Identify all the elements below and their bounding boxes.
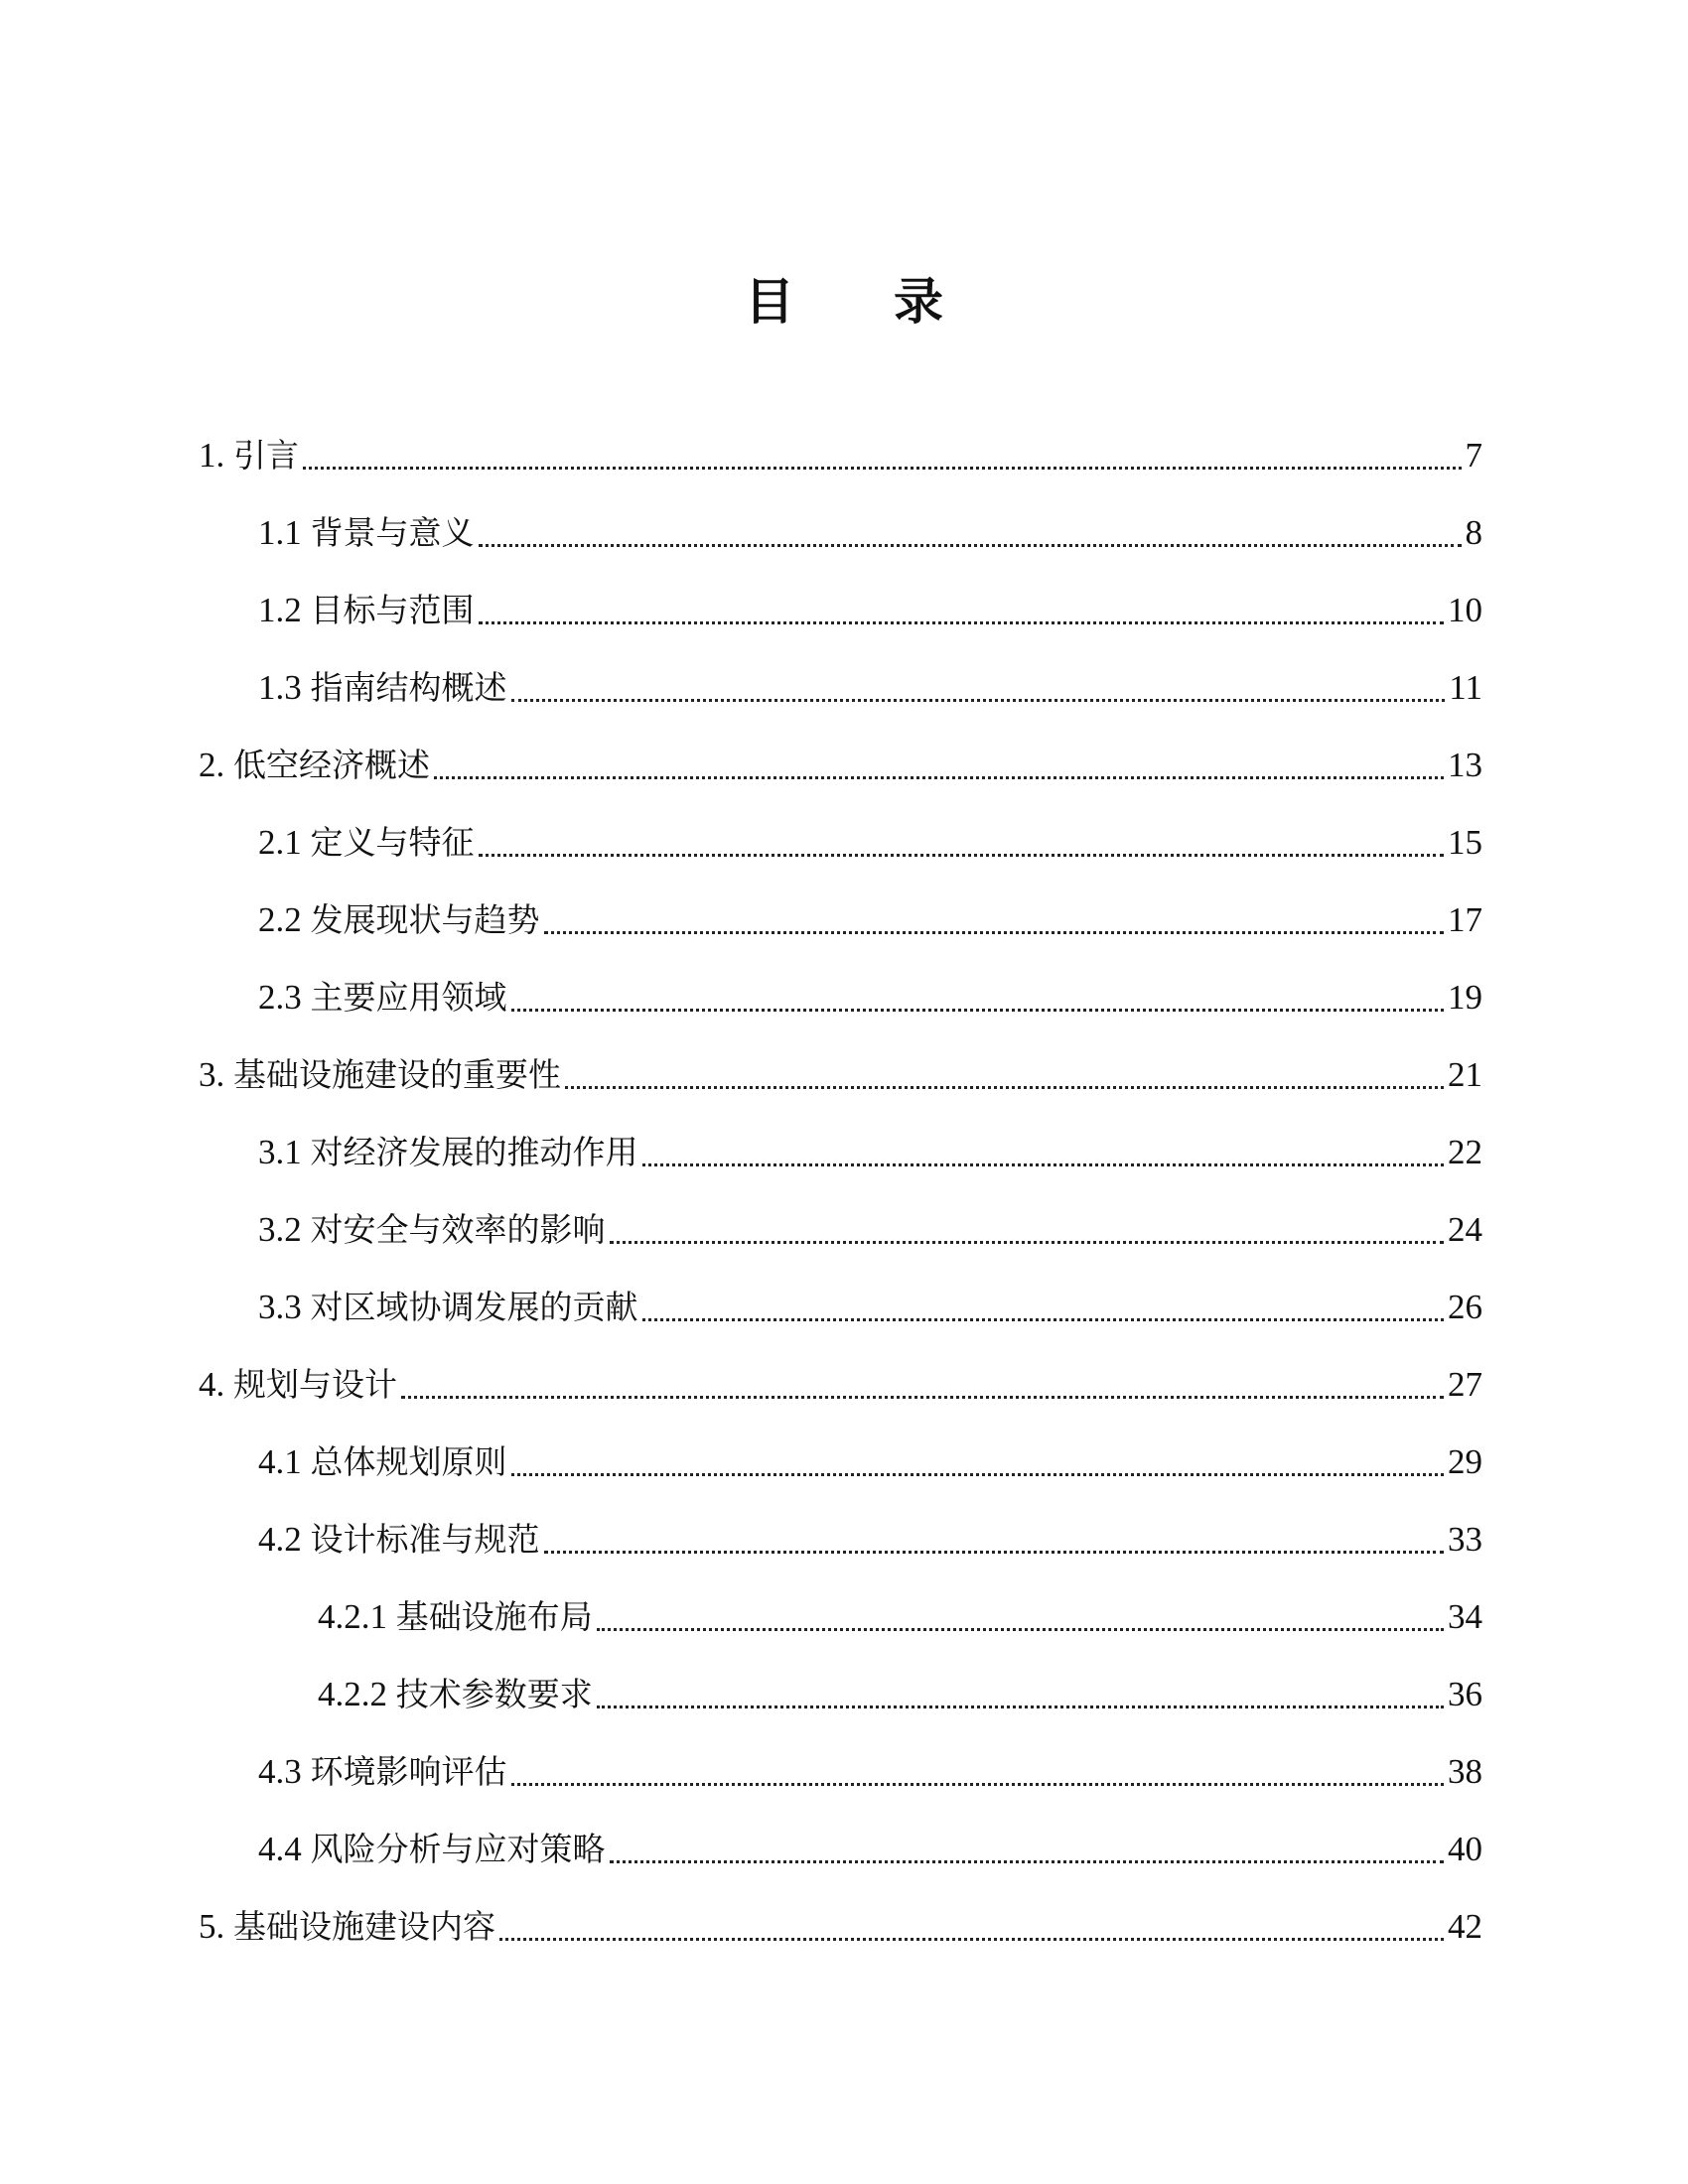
toc-entry-label: [258, 1520, 540, 1560]
toc-entry-2-1[interactable]: [0, 804, 1688, 882]
section-title: 规划与设计: [233, 1365, 397, 1404]
section-title: 环境影响评估: [310, 1752, 507, 1791]
toc-entry-label: [258, 978, 507, 1018]
toc-entry-3-2[interactable]: [0, 1191, 1688, 1269]
page-number: 11: [1449, 668, 1482, 707]
section-title: 总体规划原则: [310, 1442, 507, 1481]
toc-entry-2[interactable]: [0, 727, 1688, 804]
page-number: 19: [1448, 978, 1482, 1017]
section-number: 1.3: [258, 668, 302, 707]
page-number: 10: [1448, 591, 1482, 629]
toc-entry-label: [318, 1675, 593, 1714]
toc-entry-label: [258, 513, 475, 553]
section-title: 低空经济概述: [233, 746, 430, 784]
section-number: 4.1: [258, 1442, 302, 1481]
toc-entry-label: [258, 1210, 606, 1250]
dot-leader: [511, 1473, 1445, 1476]
section-title: 引言: [233, 436, 299, 475]
page-number: 26: [1448, 1288, 1482, 1326]
toc-entry-label: [258, 668, 507, 708]
page-number: 22: [1448, 1133, 1482, 1171]
dot-leader: [565, 1086, 1444, 1089]
page-number: 40: [1448, 1830, 1482, 1868]
page-number: 8: [1465, 513, 1482, 552]
toc-entry-1[interactable]: [0, 417, 1688, 494]
section-title: 发展现状与趋势: [310, 900, 540, 939]
section-number: 1.: [199, 436, 225, 475]
page-number: 7: [1465, 436, 1482, 475]
dot-leader: [499, 1938, 1444, 1941]
section-title: 对经济发展的推动作用: [310, 1133, 638, 1171]
dot-leader: [610, 1860, 1445, 1863]
toc-entry-label: [258, 1830, 606, 1869]
toc-entry-label: [258, 1288, 638, 1327]
toc-entry-4-4[interactable]: [0, 1811, 1688, 1888]
toc-entry-label: [199, 1365, 397, 1405]
toc-entry-1-2[interactable]: [0, 572, 1688, 649]
section-title: 背景与意义: [310, 513, 475, 552]
toc-entry-label: [258, 900, 540, 940]
toc-entry-label: [258, 1442, 507, 1482]
section-number: 2.2: [258, 900, 302, 939]
toc-entry-label: [199, 436, 299, 476]
toc-entry-4-2-1[interactable]: [0, 1578, 1688, 1656]
toc-entry-label: [318, 1597, 593, 1637]
toc-entry-label: [258, 1752, 507, 1792]
dot-leader: [511, 1783, 1445, 1786]
section-title: 风险分析与应对策略: [310, 1830, 606, 1868]
page-number: 21: [1448, 1055, 1482, 1094]
dot-leader: [511, 1009, 1445, 1012]
section-title: 基础设施建设的重要性: [233, 1055, 561, 1094]
toc-entry-label: [199, 1907, 495, 1947]
section-number: 4.2.2: [318, 1675, 387, 1713]
toc-entry-3[interactable]: [0, 1036, 1688, 1114]
section-number: 4.4: [258, 1830, 302, 1868]
section-title: 对安全与效率的影响: [310, 1210, 606, 1249]
page-number: 24: [1448, 1210, 1482, 1249]
section-number: 4.: [199, 1365, 225, 1404]
dot-leader: [479, 544, 1462, 547]
page-title: [0, 272, 1688, 332]
section-number: 2.3: [258, 978, 302, 1017]
section-number: 3.1: [258, 1133, 302, 1171]
page-number: 34: [1448, 1597, 1482, 1636]
section-title: 定义与特征: [310, 823, 475, 862]
toc-entry-5[interactable]: [0, 1888, 1688, 1966]
dot-leader: [303, 467, 1462, 470]
dot-leader: [597, 1706, 1444, 1708]
section-title: 主要应用领域: [310, 978, 507, 1017]
dot-leader: [544, 1551, 1445, 1554]
section-title: 技术参数要求: [395, 1675, 593, 1713]
page-number: 15: [1448, 823, 1482, 862]
section-number: 3.3: [258, 1288, 302, 1326]
page-number: 27: [1448, 1365, 1482, 1404]
section-title: 设计标准与规范: [310, 1520, 540, 1559]
section-number: 3.: [199, 1055, 225, 1094]
section-number: 4.2.1: [318, 1597, 387, 1636]
section-title: 指南结构概述: [310, 668, 507, 707]
toc-entry-4-3[interactable]: [0, 1733, 1688, 1811]
toc-entry-label: [258, 823, 475, 863]
toc-entry-3-1[interactable]: [0, 1114, 1688, 1191]
section-title: 对区域协调发展的贡献: [310, 1288, 638, 1326]
page-title-char-1: 目: [745, 272, 794, 331]
toc-entry-1-3[interactable]: [0, 649, 1688, 727]
toc-entry-4-2-2[interactable]: [0, 1656, 1688, 1733]
section-number: 4.2: [258, 1520, 302, 1559]
section-title: 基础设施布局: [395, 1597, 593, 1636]
section-number: 2.: [199, 746, 225, 784]
page-number: 42: [1448, 1907, 1482, 1946]
section-number: 1.2: [258, 591, 302, 629]
toc-entry-1-1[interactable]: [0, 494, 1688, 572]
page-number: 29: [1448, 1442, 1482, 1481]
table-of-contents: [0, 417, 1688, 1966]
page-title-char-2: 录: [894, 272, 943, 331]
section-number: 1.1: [258, 513, 302, 552]
toc-entry-2-3[interactable]: [0, 959, 1688, 1036]
dot-leader: [434, 776, 1444, 779]
dot-leader: [401, 1396, 1444, 1399]
page-number: 33: [1448, 1520, 1482, 1559]
toc-entry-label: [258, 1133, 638, 1172]
dot-leader: [597, 1628, 1444, 1631]
dot-leader: [479, 854, 1445, 857]
toc-entry-label: [258, 591, 475, 630]
toc-entry-2-2[interactable]: [0, 882, 1688, 959]
section-number: 2.1: [258, 823, 302, 862]
dot-leader: [642, 1163, 1445, 1166]
toc-entry-label: [199, 1055, 561, 1095]
page-number: 36: [1448, 1675, 1482, 1713]
section-number: 4.3: [258, 1752, 302, 1791]
dot-leader: [479, 621, 1445, 624]
toc-entry-label: [199, 746, 430, 785]
dot-leader: [642, 1318, 1445, 1321]
section-number: 5.: [199, 1907, 225, 1946]
section-number: 3.2: [258, 1210, 302, 1249]
page-number: 13: [1448, 746, 1482, 784]
dot-leader: [610, 1241, 1445, 1244]
section-title: 目标与范围: [310, 591, 475, 629]
toc-entry-4-1[interactable]: [0, 1424, 1688, 1501]
page-number: 17: [1448, 900, 1482, 939]
toc-entry-3-3[interactable]: [0, 1269, 1688, 1346]
toc-entry-4-2[interactable]: [0, 1501, 1688, 1578]
page-number: 38: [1448, 1752, 1482, 1791]
dot-leader: [511, 699, 1446, 702]
section-title: 基础设施建设内容: [233, 1907, 495, 1946]
toc-entry-4[interactable]: [0, 1346, 1688, 1424]
dot-leader: [544, 931, 1445, 934]
